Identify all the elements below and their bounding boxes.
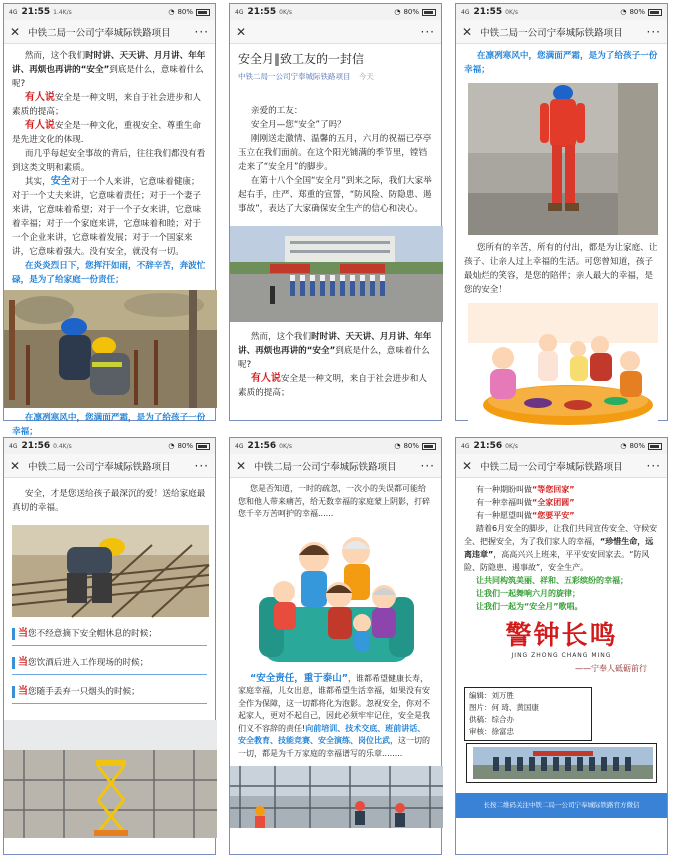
battery-percent: 80% <box>177 8 193 16</box>
credit-line: 供稿：综合办 <box>469 715 514 724</box>
highlight-paragraph: 让我们一起为“安全月”歌唱。 <box>476 602 583 611</box>
screenshot-panel-2 <box>229 3 442 421</box>
list-text: 您不经意摘下安全帽休息的时候； <box>28 629 157 639</box>
wifi-icon: ◔ <box>620 8 627 16</box>
paragraph: 有人说安全是一种文明，来自于社会进步和人素质的提高； <box>12 92 201 117</box>
status-time: 21:55 <box>21 7 51 17</box>
nav-title: 中铁二局一公司宁奉城际铁路项目 <box>254 461 397 473</box>
highlight-paragraph: 在凛冽寒风中，您满面严霜，是为了给孩子一份幸福； <box>464 51 658 75</box>
more-icon[interactable]: ··· <box>646 24 661 39</box>
wifi-icon: ◔ <box>620 442 627 450</box>
paragraph: 刚刚送走激情、温馨的五月，六月的祝福已亭亭玉立在我们面前。在这个阳光铺满的季节里，镗铛走来了“安全月”的脚步。 <box>238 134 432 172</box>
battery-icon <box>422 9 436 16</box>
list-mark: 当 <box>18 686 28 697</box>
workers-photo <box>4 290 215 408</box>
network-speed: 0K/s <box>279 8 293 16</box>
nav-title: 中铁二局一公司宁奉城际铁路项目 <box>480 461 623 473</box>
list-mark: 当 <box>18 657 28 668</box>
battery-percent: 80% <box>629 8 645 16</box>
battery-percent: 80% <box>403 8 419 16</box>
paragraph: 您是否知道，一时的疏忽，一次小的失误都可能给您和他人带来痛苦，给无数幸福的家庭蒙上阴影，打碎您千辛万苦呵护的幸福...... <box>238 484 430 518</box>
status-time: 21:56 <box>247 441 277 451</box>
signal-indicator: 4G <box>235 8 244 16</box>
list-item <box>12 627 207 646</box>
article-body <box>230 44 441 405</box>
paragraph: 而几乎每起安全事故的背后，往往我们都没有看到这类文明和素质。 <box>12 149 206 173</box>
network-speed: 0K/s <box>505 8 519 16</box>
paragraph: 然而，这个我们时时讲、天天讲、月月讲、年年讲、再烦也再讲的“安全”到底是什么，意味着什么呢? <box>12 51 206 89</box>
screenshot-panel-1 <box>3 3 216 437</box>
highlight-paragraph: 让我们一起舞响六月的旋律； <box>476 589 580 598</box>
screenshot-panel-3 <box>455 3 668 421</box>
screenshot-panel-5 <box>229 437 442 855</box>
logo-slogan: ——宁奉人砥砺前行 <box>575 664 647 673</box>
paragraph: 有一种期盼叫做“等您回家” <box>476 485 575 494</box>
article-body <box>4 44 215 444</box>
credit-line: 审核：徐富忠 <box>469 727 514 736</box>
battery-icon <box>196 9 210 16</box>
construction-site-photo <box>230 766 441 828</box>
signal-indicator: 4G <box>235 442 244 450</box>
paragraph: 有人说安全是一种文化，重视安全、尊重生命是先进文化的体现. <box>12 120 201 145</box>
network-speed: 0K/s <box>505 442 519 450</box>
battery-percent: 80% <box>629 442 645 450</box>
banner-logo <box>464 621 659 675</box>
status-time: 21:55 <box>473 7 503 17</box>
signal-indicator: 4G <box>461 8 470 16</box>
signal-indicator: 4G <box>9 442 18 450</box>
battery-icon <box>422 443 436 450</box>
signal-indicator: 4G <box>9 8 18 16</box>
paragraph: “安全责任，重于泰山”，谁都希望健康长寿，家庭幸福，儿女出息，谁都希望生活幸福，如果没有安全作为保障，这一切都将化为泡影。忽视安全，你对不起家人，更对不起自己，因此必须牢牢记住，安全是我们义不容辞的责任!向前培训、技术交底、班前讲话、安全教育、技能竞赛、安全演练、岗位比武，这一切的一切，都是为千万家庭的幸福谱写的乐章........ <box>238 672 430 758</box>
happy-family-illustration <box>244 527 427 667</box>
battery-percent: 80% <box>177 442 193 450</box>
battery-icon <box>648 443 662 450</box>
paragraph: 踏着6月安全的脚步，让我们共同宣传安全、守候安全、把握安全，为了我们家人的幸福，“珍惜生命，远离违章”，高高兴兴上班来，平平安安回家去。“防风险、防隐患、遏事故”，安全生产。 <box>464 524 658 572</box>
paragraph: 然而，这个我们时时讲、天天讲、月月讲、年年讲、再烦也再讲的“安全”到底是什么，意味着什么呢? <box>238 332 432 370</box>
network-speed: 0K/s <box>279 442 293 450</box>
battery-percent: 80% <box>403 442 419 450</box>
battery-icon <box>196 443 210 450</box>
close-icon[interactable]: ✕ <box>10 24 21 39</box>
credit-line: 编辑：刘万胜 <box>469 691 514 700</box>
list-text: 您随手丢弃一只烟头的时候； <box>28 687 140 697</box>
nav-bar <box>456 454 667 478</box>
worker-walking-photo <box>468 83 655 235</box>
assembly-photo <box>230 226 441 322</box>
more-icon[interactable]: ··· <box>194 458 209 473</box>
wifi-icon: ◔ <box>168 442 175 450</box>
credit-line: 图片：何 琦、黄国康 <box>469 703 539 712</box>
paragraph: 安全月—您“安全”了吗？ <box>250 120 346 130</box>
status-bar <box>456 4 667 20</box>
screenshot-panel-6 <box>455 437 668 855</box>
nav-title: 中铁二局一公司宁奉城际铁路项目 <box>28 461 171 473</box>
status-bar <box>456 438 667 454</box>
article-body <box>4 478 215 843</box>
nav-title: 中铁二局一公司宁奉城际铁路项目 <box>28 27 171 39</box>
paragraph: 安全，才是您送给孩子最深沉的爱！送给家庭最真切的幸福。 <box>12 489 206 513</box>
paragraph: 您所有的辛苦，所有的付出，都是为让家庭、让孩子、让亲人过上幸福的生活。可您曾知道，孩子最灿烂的笑容，是您的陪伴；亲人最大的幸福，是您的安全！ <box>464 243 658 295</box>
divider <box>12 703 207 704</box>
qr-footer-banner[interactable]: 长按二维码关注中铁二局一公司宁奉城际铁路官方微信 <box>456 793 667 818</box>
status-time: 21:55 <box>247 7 277 17</box>
paragraph: 有人说安全是一种文明，来自于社会进步和人素质的提高； <box>238 373 427 398</box>
network-speed: 0.4K/s <box>53 442 72 450</box>
paragraph: 在第十八个全国“安全月”到来之际，我们大家举起右手，庄严、郑重的宣誓，“防风险、防隐患、遏事故”，表达了大家确保安全生产的信心和决心。 <box>238 176 432 214</box>
wifi-icon: ◔ <box>168 8 175 16</box>
list-item <box>12 656 207 675</box>
wifi-icon: ◔ <box>394 442 401 450</box>
article-meta <box>238 70 433 84</box>
logo-subtitle-en: JING ZHONG CHANG MING <box>511 652 612 659</box>
status-time: 21:56 <box>21 441 51 451</box>
divider <box>12 645 207 646</box>
paragraph: 有一种愿望叫做“您要平安” <box>476 511 575 520</box>
bullet-bar <box>12 686 15 698</box>
rebar-worker-photo <box>12 525 207 617</box>
divider <box>12 674 207 675</box>
highlight-paragraph: 在炎炎烈日下，您挥汗如雨，不辞辛苦，奔波忙碌，是为了给家庭一份责任； <box>12 261 206 285</box>
bullet-bar <box>12 657 15 669</box>
logo-title: 警钟长鸣 <box>505 621 618 651</box>
battery-icon <box>648 9 662 16</box>
signal-indicator: 4G <box>461 442 470 450</box>
article-body <box>456 478 667 823</box>
nav-bar <box>230 20 441 44</box>
network-speed: 1.4K/s <box>53 8 72 16</box>
bullet-bar <box>12 628 15 640</box>
family-dinner-illustration <box>468 303 655 431</box>
nav-bar <box>456 20 667 44</box>
status-time: 21:56 <box>473 441 503 451</box>
list-text: 您饮酒后进入工作现场的时候； <box>28 658 149 668</box>
close-icon[interactable]: ✕ <box>236 24 247 39</box>
article-date: 今天 <box>358 72 374 81</box>
more-icon[interactable]: ··· <box>420 458 435 473</box>
group-photo <box>466 743 657 783</box>
screenshot-panel-4 <box>3 437 216 855</box>
close-icon[interactable]: ✕ <box>462 24 473 39</box>
close-icon[interactable]: ✕ <box>10 458 21 473</box>
article-body <box>456 44 667 442</box>
warning-list <box>12 627 207 704</box>
article-heading: 安全月‖致工友的一封信 <box>238 52 365 66</box>
credits-box <box>464 687 592 741</box>
highlight-paragraph: 让共同构筑美丽、祥和、五彩缤纷的幸福； <box>476 576 628 585</box>
paragraph: 其实，安全对于一个人来讲，它意味着健康；对于一个丈夫来讲，它意味着责任；对于一个妻子来讲，它意味着希望；对于一个子女来讲，它意味着幸福；对于一个家庭来讲，它意味着和睦；对于一个企业来讲，它意味着发展；对于一个国家来讲，它意味着强大。没有安全，就没有一切。 <box>12 176 202 257</box>
article-source[interactable]: 中铁二局一公司宁奉城际铁路项目 <box>238 72 351 81</box>
paragraph: 有一种幸福叫做“全家团圆” <box>476 498 575 507</box>
nav-bar <box>4 20 215 44</box>
nav-bar <box>230 454 441 478</box>
scaffold-photo <box>4 720 215 838</box>
paragraph: 亲爱的工友： <box>250 106 303 116</box>
nav-bar <box>4 454 215 478</box>
more-icon[interactable]: ··· <box>194 24 209 39</box>
highlight-paragraph: 在凛冽寒风中，您满面严霜，是为了给孩子一份幸福； <box>12 413 206 437</box>
status-bar <box>230 4 441 20</box>
article-body <box>230 478 441 833</box>
more-icon[interactable]: ··· <box>420 24 435 39</box>
more-icon[interactable]: ··· <box>646 458 661 473</box>
wifi-icon: ◔ <box>394 8 401 16</box>
status-bar <box>4 438 215 454</box>
list-item <box>12 685 207 704</box>
status-bar <box>4 4 215 20</box>
close-icon[interactable]: ✕ <box>236 458 247 473</box>
nav-title: 中铁二局一公司宁奉城际铁路项目 <box>480 27 623 39</box>
list-mark: 当 <box>18 628 28 639</box>
close-icon[interactable]: ✕ <box>462 458 473 473</box>
status-bar <box>230 438 441 454</box>
